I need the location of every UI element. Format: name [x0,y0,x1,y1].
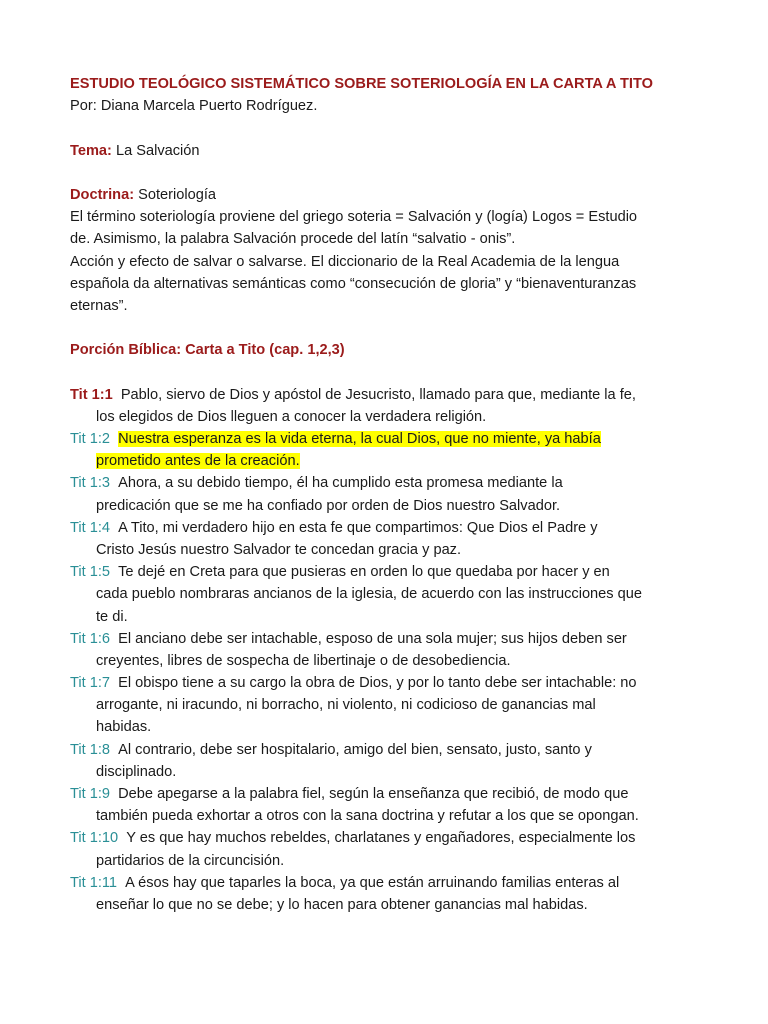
verse-text: Debe apegarse a la palabra fiel, según la enseñanza que recibió, de modo que [118,786,629,802]
intro-line: eternas”. [70,297,128,314]
tema-line [70,140,710,162]
document-page [70,73,710,916]
verse-line [70,539,710,561]
verse-reference: Tit 1:1 [70,386,113,403]
verse-line [70,406,710,428]
verse-list [70,384,710,917]
verse-text: Al contrario, debe ser hospitalario, amigo del bien, sensato, justo, santo y [118,741,592,758]
verse-text: cada pueblo nombraras ancianos de la iglesia, de acuerdo con las instrucciones que [96,586,642,603]
verse-line [70,761,710,783]
verse-text: El anciano debe ser intachable, esposo de una sola mujer; sus hijos deben ser [118,630,627,647]
verse-line [70,495,710,517]
verse [70,517,710,561]
verse-line [70,872,710,894]
verse-text: A ésos hay que taparles la boca, ya que están arruinando familias enteras al [125,874,620,891]
document-title: ESTUDIO TEOLÓGICO SISTEMÁTICO SOBRE SOTERIOLOGÍA EN LA CARTA A TITO [70,76,653,92]
verse [70,672,710,739]
verse-reference: Tit 1:9 [70,786,111,802]
verse-reference: Tit 1:11 [70,874,118,891]
verse-line [70,894,710,916]
verse-text: partidarios de la circuncisión. [96,852,285,869]
verse-line [70,739,710,761]
verse-line [70,672,710,694]
verse-text: Ahora, a su debido tiempo, él ha cumplido esta promesa mediante la [118,475,563,492]
verse-reference: Tit 1:8 [70,741,111,758]
verse-text: predicación que se me ha confiado por orden de Dios nuestro Salvador. [96,497,561,514]
verse-line [70,472,710,494]
verse-text: habidas. [96,719,152,736]
verse-text: Pablo, siervo de Dios y apóstol de Jesucristo, llamado para que, mediante la fe, [120,386,636,403]
doctrina-value: Soteriología [134,186,217,203]
intro-line: española da alternativas semánticas como “consecución de gloria” y “bienaventuranzas [70,275,637,292]
porcion-heading: Porción Bíblica: Carta a Tito (cap. 1,2,3) [70,342,345,359]
verse [70,628,710,672]
verse-text: enseñar lo que no se debe; y lo hacen para obtener ganancias mal habidas. [96,896,588,913]
verse-reference: Tit 1:2 [70,431,111,447]
author-line: Por: Diana Marcela Puerto Rodríguez. [70,98,318,115]
tema-label: Tema: [70,142,112,159]
verse-text: creyentes, libres de sospecha de libertinaje o de desobediencia. [96,652,511,669]
verse-line [70,827,710,849]
verse-line [70,628,710,650]
verse-text: A Tito, mi verdadero hijo en esta fe que compartimos: Que Dios el Padre y [118,519,598,536]
verse [70,561,710,628]
intro-paragraph [70,206,710,317]
verse-text: los elegidos de Dios lleguen a conocer la verdadera religión. [96,408,487,425]
verse-reference: Tit 1:4 [70,519,111,536]
verse-text: arrogante, ni iracundo, ni borracho, ni violento, ni codicioso de ganancias mal [96,697,596,714]
verse-text: Cristo Jesús nuestro Salvador te concedan gracia y paz. [96,541,462,558]
verse [70,472,710,516]
verse [70,783,710,827]
tema-value: La Salvación [111,142,200,159]
verse-line [70,384,710,406]
verse-text: también pueda exhortar a otros con la sana doctrina y refutar a los que se opongan. [96,808,639,825]
verse-text: Nuestra esperanza es la vida eterna, la cual Dios, que no miente, ya había [118,431,601,447]
intro-line: Acción y efecto de salvar o salvarse. El diccionario de la Real Academia de la lengua [70,253,620,270]
verse [70,827,710,871]
verse-line [70,805,710,827]
verse-text: El obispo tiene a su cargo la obra de Dios, y por lo tanto debe ser intachable: no [118,675,637,692]
verse-line [70,450,710,472]
verse [70,872,710,916]
verse-line [70,428,710,450]
verse-text: Te dejé en Creta para que pusieras en orden lo que quedaba por hacer y en [118,564,610,581]
verse-line [70,716,710,738]
verse-reference: Tit 1:3 [70,475,111,492]
verse-line [70,783,710,805]
verse-reference: Tit 1:5 [70,564,111,581]
verse-line [70,517,710,539]
verse-reference: Tit 1:10 [70,830,119,847]
verse-line [70,650,710,672]
verse [70,428,710,472]
verse-text: Y es que hay muchos rebeldes, charlatanes y engañadores, especialmente los [126,830,636,847]
intro-line: El término soteriología proviene del griego soteria = Salvación y (logía) Logos = Estudio [70,209,638,226]
intro-line: de. Asimismo, la palabra Salvación procede del latín “salvatio - onis”. [70,231,516,248]
verse-line [70,694,710,716]
verse-line [70,850,710,872]
verse [70,739,710,783]
doctrina-line [70,184,710,206]
verse-text: disciplinado. [96,763,177,780]
verse-text: te di. [96,608,128,625]
doctrina-label: Doctrina: [70,186,135,203]
verse-line [70,583,710,605]
verse [70,384,710,428]
verse-text: prometido antes de la creación. [96,453,300,470]
verse-line [70,606,710,628]
verse-line [70,561,710,583]
verse-reference: Tit 1:7 [70,675,111,692]
verse-reference: Tit 1:6 [70,630,111,647]
